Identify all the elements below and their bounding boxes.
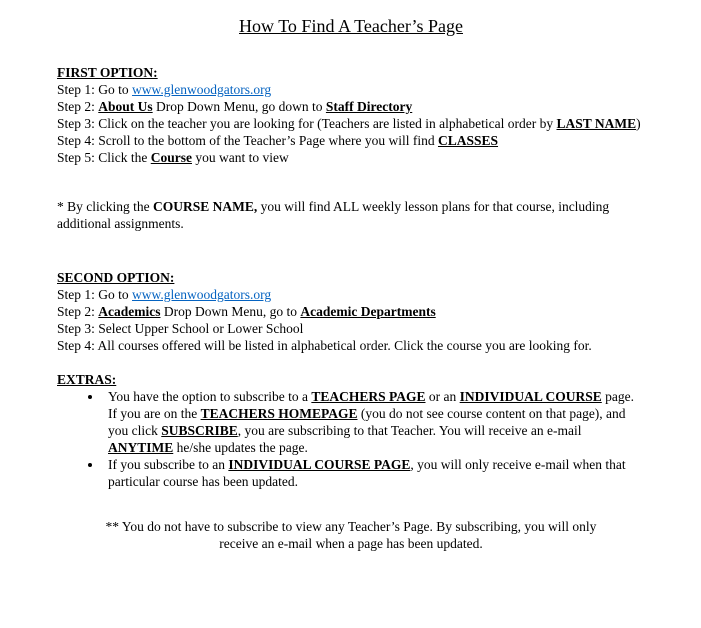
text-run: Drop Down Menu, go to <box>160 304 301 319</box>
subscribe-term: SUBSCRIBE <box>161 423 238 438</box>
page-title: How To Find A Teacher’s Page <box>239 16 463 36</box>
section-extras <box>57 371 645 490</box>
text-run: * By clicking the <box>57 199 153 214</box>
text-run: If you subscribe to an <box>108 457 229 472</box>
academic-departments-term: Academic Departments <box>300 304 436 319</box>
second-option-step-1 <box>57 286 645 303</box>
text-run: ) <box>636 116 641 131</box>
teachers-page-term: TEACHERS PAGE <box>311 389 426 404</box>
first-option-step-5 <box>57 149 645 166</box>
first-option-heading: FIRST OPTION: <box>57 65 158 80</box>
text-run: or an <box>425 389 460 404</box>
text-run: , you will only receive e-mail when that particular course has been updated. <box>108 457 626 489</box>
academics-term: Academics <box>98 304 161 319</box>
list-item <box>103 388 645 456</box>
text-run: Step 5: Click the <box>57 150 151 165</box>
text-run: Step 3: Click on the teacher you are looking for (Teachers are listed in alphabetical order by <box>57 116 557 131</box>
staff-directory-term: Staff Directory <box>325 99 413 114</box>
course-term: Course <box>150 150 192 165</box>
text-run: you want to view <box>192 150 289 165</box>
list-item <box>103 456 645 490</box>
text-run: page. If you are on the <box>108 389 635 421</box>
first-option-step-4 <box>57 132 645 149</box>
extras-heading: EXTRAS: <box>57 372 117 387</box>
text-run: Step 4: Scroll to the bottom of the Teacher’s Page where you will find <box>57 133 438 148</box>
text-run: you will find ALL weekly lesson plans for that course, including additional assignments. <box>57 199 610 231</box>
text-run: Step 2: <box>57 99 99 114</box>
classes-term: CLASSES <box>437 133 499 148</box>
text-run: Drop Down Menu, go down to <box>152 99 326 114</box>
text-run: You have the option to subscribe to a <box>108 389 312 404</box>
text-run: (you do not see course content on that page), and you click <box>108 406 626 438</box>
about-us-term: About Us <box>98 99 153 114</box>
last-name-term: LAST NAME <box>556 116 637 131</box>
second-option-step-4: Step 4: All courses offered will be listed in alphabetical order. Click the course you are looking for. <box>57 338 592 353</box>
text-run: Step 1: Go to <box>57 82 133 97</box>
glenwoodgators-link[interactable]: www.glenwoodgators.org <box>132 82 272 97</box>
individual-course-term: INDIVIDUAL COURSE <box>459 389 602 404</box>
section-second-option <box>57 269 645 354</box>
text-run: Step 2: <box>57 304 99 319</box>
first-option-step-1 <box>57 81 645 98</box>
text-run: Step 1: Go to <box>57 287 133 302</box>
glenwoodgators-link[interactable]: www.glenwoodgators.org <box>132 287 272 302</box>
text-run: , you are subscribing to that Teacher. You will receive an e-mail <box>237 423 582 438</box>
individual-course-page-term: INDIVIDUAL COURSE PAGE <box>228 457 411 472</box>
second-option-step-3: Step 3: Select Upper School or Lower School <box>57 321 304 336</box>
course-name-term: COURSE NAME, <box>152 199 258 214</box>
second-option-step-2 <box>57 303 645 320</box>
course-name-note <box>57 198 645 232</box>
section-first-option <box>57 64 645 232</box>
subscribe-disclaimer: ** You do not have to subscribe to view any Teacher’s Page. By subscribing, you will only receive an e-mail when a page has been updated. <box>105 519 597 551</box>
first-option-step-3 <box>57 115 645 132</box>
extras-list <box>57 388 645 490</box>
anytime-term: ANYTIME <box>108 440 174 455</box>
teachers-homepage-term: TEACHERS HOMEPAGE <box>200 406 358 421</box>
text-run: he/she updates the page. <box>173 440 308 455</box>
first-option-step-2 <box>57 98 645 115</box>
second-option-heading: SECOND OPTION: <box>57 270 175 285</box>
